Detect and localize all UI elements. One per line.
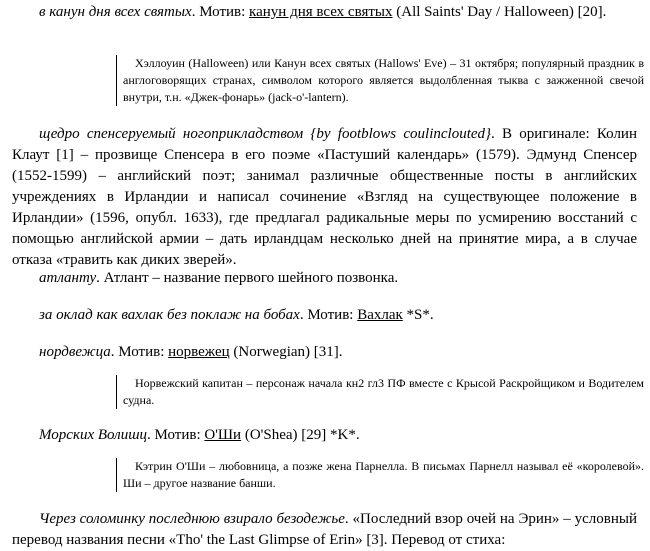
entry-halloween [12,2,637,23]
motif-link[interactable]: норвежец [168,344,230,360]
motif-link[interactable]: Вахлак [357,307,403,323]
entry-text: . В оригинале: Колин Клаут [1] – прозвище Спенсера в его поэме «Пастуший календарь» (1579). Эдмунд Спенсер (1552-1599) – английский поэт; занимал различные общественные посты в английских учреждениях в Ирландии и написал сочинение «Взгляд на существующее положение в Ирландии» (1596, опубл. 1633), где предлагал радикальные меры по усмирению восстаний с помощью английской армии – дать ирландцам несколько дней на принятие мира, а в случае отказа «травить как диких зверей». [12,126,637,268]
entry-spenser [12,124,637,271]
entry-term: щедро спенсеруемый ногоприкладством {by footblows coulinclouted} [39,126,492,142]
entry-term: за оклад как вахлак без поклаж на бобах [39,307,300,323]
entry-text: *S*. [402,307,434,323]
entry-motif-prefix: . Мотив: [147,427,205,443]
entry-text: (O'Shea) [29] *K*. [241,427,360,443]
entry-motif-prefix: . Мотив: [299,307,358,323]
entry-term: нордвежца [39,344,111,360]
note-oshea: Кэтрин О'Ши – любовница, а позже жена Парнелла. В письмах Парнелл называл её «королевой». Ши – другое название банши. [116,458,644,492]
entry-text: (Norwegian) [31]. [229,344,343,360]
entry-motif-prefix: . Мотив: [110,344,169,360]
entry-term: Морских Волишц [39,427,148,443]
entry-atlas [12,268,637,289]
entry-text: . «Последний взор очей на Эрин» – условный перевод названия песни «Tho' the Last Glimpse of Erin» [3]. Перевод от стиха: [12,511,637,548]
entry-text: (All Saints' Day / Halloween) [20]. [392,4,607,20]
entry-erin [12,509,637,551]
entry-oshea [12,425,637,446]
entry-text: . Атлант – название первого шейного позвонка. [96,270,399,286]
motif-link[interactable]: О'Ши [204,427,242,443]
entry-norwegian [12,342,637,363]
note-norwegian: Норвежский капитан – персонаж начала кн2 гл3 ПФ вместе с Крысой Раскройщиком и Водителем судна. [116,375,644,409]
entry-term: в канун дня всех святых [39,4,192,20]
note-halloween: Хэллоуин (Halloween) или Канун всех святых (Hallows' Eve) – 31 октября; популярный праздник в англоговорящих странах, символом которого является выдолбленная тыква с зажженной свечой внутри, т.н. «Джек-фонарь» (jack-o'-lantern). [116,55,644,106]
entry-term: атланту [39,270,97,286]
entry-vakhlak [12,305,637,326]
entry-term: Через соломинку последнюю взирало безодежье [39,511,345,527]
entry-motif-prefix: . Мотив: [191,4,250,20]
motif-link[interactable]: канун дня всех святых [249,4,393,20]
